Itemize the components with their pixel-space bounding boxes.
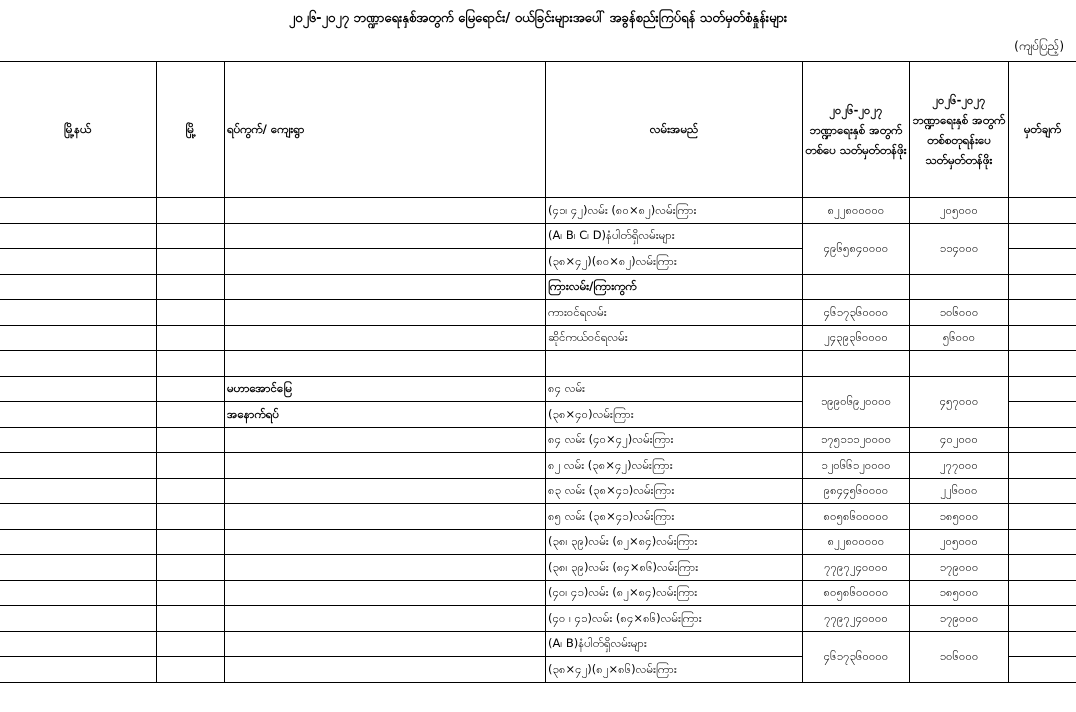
table-row [0, 198, 1076, 224]
ward-cell: အနောက်ရပ် [225, 402, 546, 428]
town-cell [157, 223, 225, 249]
table-row [0, 606, 1076, 632]
town-cell [157, 325, 225, 351]
town-cell [157, 555, 225, 581]
town-cell [157, 478, 225, 504]
rate-foot-cell: ၉၈၄၄၅၆၀၀၀၀ [803, 478, 910, 504]
rate-sqft-cell: ၁၀၆၀၀၀ [910, 300, 1009, 326]
rate-table [0, 61, 1076, 683]
remarks-cell [1009, 351, 1076, 377]
township-cell [0, 300, 157, 326]
street-cell: ၈၄ လမ်း (၄၀×၄၂)လမ်းကြား [546, 427, 803, 453]
town-cell [157, 300, 225, 326]
ward-cell [225, 223, 546, 249]
ward-cell [225, 555, 546, 581]
remarks-cell [1009, 300, 1076, 326]
street-cell: ဆိုင်ကယ်ဝင်ရလမ်း [546, 325, 803, 351]
street-cell: ၈၂ လမ်း (၃၈×၄၂)လမ်းကြား [546, 453, 803, 479]
rate-sqft-cell: ၂၀၅၀၀၀ [910, 529, 1009, 555]
township-cell [0, 580, 157, 606]
town-cell [157, 453, 225, 479]
rate-foot-cell: ၄၉၆၅၈၄၀၀၀၀ [803, 223, 910, 274]
rate-foot-cell: ၈၀၅၈၆၀၀၀၀၀ [803, 580, 910, 606]
ward-cell [225, 300, 546, 326]
rate-sqft-cell: ၁၁၄၀၀၀ [910, 223, 1009, 274]
rate-sqft-cell: ၂၇၇၀၀၀ [910, 453, 1009, 479]
street-cell: (၃၈၊ ၃၉)လမ်း (၈၂×၈၄)လမ်းကြား [546, 529, 803, 555]
township-cell [0, 351, 157, 377]
table-row [0, 427, 1076, 453]
township-cell [0, 657, 157, 683]
ward-cell [225, 274, 546, 300]
currency-unit-label: (ကျပ်ပြည့်) [1014, 39, 1064, 53]
ward-cell [225, 631, 546, 657]
rate-foot-cell [803, 351, 910, 377]
rate-sqft-cell: ၁၈၅၀၀၀ [910, 580, 1009, 606]
table-row [0, 478, 1076, 504]
street-cell: ၈၃ လမ်း (၃၈×၄၁)လမ်းကြား [546, 478, 803, 504]
table-row [0, 274, 1076, 300]
ward-cell [225, 580, 546, 606]
township-cell [0, 478, 157, 504]
table-header-row [0, 62, 1076, 198]
rate-sqft-cell [910, 351, 1009, 377]
header-rate-per-foot: ၂၀၂၆-၂၀၂၇ ဘဏ္ဍာရေးနှစ် အတွက် တစ်ပေ သတ်မှတ်တန်ဖိုး [803, 62, 910, 198]
town-cell [157, 529, 225, 555]
table-row [0, 529, 1076, 555]
street-cell [546, 351, 803, 377]
table-row [0, 223, 1076, 249]
table-row [0, 580, 1076, 606]
rate-foot-cell: ၁၇၅၁၁၁၂၀၀၀၀ [803, 427, 910, 453]
rate-foot-cell: ၁၉၉၀၆၉၂၀၀၀၀ [803, 376, 910, 427]
remarks-cell [1009, 478, 1076, 504]
table-row [0, 555, 1076, 581]
ward-cell [225, 325, 546, 351]
rate-sqft-cell: ၁၈၅၀၀၀ [910, 504, 1009, 530]
rate-sqft-cell: ၂၂၆၀၀၀ [910, 478, 1009, 504]
rate-sqft-cell: ၄၅၇၀၀၀ [910, 376, 1009, 427]
town-cell [157, 351, 225, 377]
rate-foot-cell: ၇၇၉၇၂၄၀၀၀၀ [803, 606, 910, 632]
town-cell [157, 198, 225, 224]
remarks-cell [1009, 453, 1076, 479]
town-cell [157, 274, 225, 300]
header-ward: ရပ်ကွက်/ ကျေးရွာ [225, 62, 546, 198]
town-cell [157, 376, 225, 402]
remarks-cell [1009, 427, 1076, 453]
rate-foot-cell: ၄၆၁၇၃၆၀၀၀၀ [803, 300, 910, 326]
remarks-cell [1009, 249, 1076, 275]
rate-foot-cell: ၈၂၂၈၀၀၀၀၀ [803, 198, 910, 224]
rate-sqft-cell: ၁၀၆၀၀၀ [910, 631, 1009, 682]
table-row [0, 325, 1076, 351]
township-cell [0, 402, 157, 428]
header-township: မြို့နယ် [0, 62, 157, 198]
street-cell: (၃၈×၄၂)(၈၂×၈၆)လမ်းကြား [546, 657, 803, 683]
ward-cell [225, 427, 546, 453]
remarks-cell [1009, 657, 1076, 683]
rate-foot-cell [803, 274, 910, 300]
table-row [0, 351, 1076, 377]
town-cell [157, 580, 225, 606]
township-cell [0, 555, 157, 581]
township-cell [0, 249, 157, 275]
table-row [0, 376, 1076, 402]
township-cell [0, 529, 157, 555]
township-cell [0, 198, 157, 224]
street-cell: (A၊ B၊ C၊ D)နံပါတ်ရှိလမ်းများ [546, 223, 803, 249]
street-cell: ကြားလမ်း/ကြားကွက် [546, 274, 803, 300]
rate-foot-cell: ၈၀၅၈၆၀၀၀၀၀ [803, 504, 910, 530]
remarks-cell [1009, 198, 1076, 224]
ward-cell [225, 504, 546, 530]
township-cell [0, 376, 157, 402]
street-cell: (၃၈×၄၂)(၈၀×၈၂)လမ်းကြား [546, 249, 803, 275]
township-cell [0, 223, 157, 249]
town-cell [157, 249, 225, 275]
table-row [0, 504, 1076, 530]
street-cell: ၈၅ လမ်း (၃၈×၄၁)လမ်းကြား [546, 504, 803, 530]
street-cell: (၄၁၊ ၄၂)လမ်း (၈၀×၈၂)လမ်းကြား [546, 198, 803, 224]
town-cell [157, 631, 225, 657]
town-cell [157, 606, 225, 632]
ward-cell [225, 529, 546, 555]
remarks-cell [1009, 274, 1076, 300]
street-cell: (၃၈×၄၀)လမ်းကြား [546, 402, 803, 428]
remarks-cell [1009, 580, 1076, 606]
rate-foot-cell: ၂၄၃၉၃၆၀၀၀၀ [803, 325, 910, 351]
town-cell [157, 402, 225, 428]
street-cell: (၃၈၊ ၃၉)လမ်း (၈၄×၈၆)လမ်းကြား [546, 555, 803, 581]
remarks-cell [1009, 606, 1076, 632]
township-cell [0, 325, 157, 351]
ward-cell [225, 478, 546, 504]
remarks-cell [1009, 223, 1076, 249]
remarks-cell [1009, 631, 1076, 657]
township-cell [0, 453, 157, 479]
township-cell [0, 606, 157, 632]
remarks-cell [1009, 402, 1076, 428]
ward-cell [225, 453, 546, 479]
remarks-cell [1009, 504, 1076, 530]
street-cell: (၄၀၊ ၄၁)လမ်း (၈၂×၈၄)လမ်းကြား [546, 580, 803, 606]
rate-sqft-cell: ၁၇၉၀၀၀ [910, 606, 1009, 632]
rate-sqft-cell [910, 274, 1009, 300]
ward-cell [225, 198, 546, 224]
town-cell [157, 427, 225, 453]
rate-foot-cell: ၄၆၁၇၃၆၀၀၀၀ [803, 631, 910, 682]
remarks-cell [1009, 325, 1076, 351]
header-street: လမ်းအမည် [546, 62, 803, 198]
rate-sqft-cell: ၁၇၉၀၀၀ [910, 555, 1009, 581]
table-row [0, 300, 1076, 326]
township-cell [0, 274, 157, 300]
ward-cell [225, 657, 546, 683]
remarks-cell [1009, 555, 1076, 581]
header-rate-per-sqft: ၂၀၂၆-၂၀၂၇ ဘဏ္ဍာရေးနှစ် အတွက် တစ်စတုရန်းပေ သတ်မှတ်တန်ဖိုး [910, 62, 1009, 198]
rate-sqft-cell: ၂၀၅၀၀၀ [910, 198, 1009, 224]
township-cell [0, 504, 157, 530]
document-title: ၂၀၂၆-၂၀၂၇ ဘဏ္ဍာရေးနှစ်အတွက် မြေရောင်း/ ဝယ်ခြင်းများအပေါ် အခွန်စည်းကြပ်ရန် သတ်မှတ်စံနှုန်းများ [288, 11, 788, 26]
rate-sqft-cell: ၄၀၂၀၀၀ [910, 427, 1009, 453]
township-cell [0, 427, 157, 453]
town-cell [157, 657, 225, 683]
ward-cell [225, 351, 546, 377]
remarks-cell [1009, 376, 1076, 402]
rate-foot-cell: ၁၂၀၆၆၁၂၀၀၀၀ [803, 453, 910, 479]
township-cell [0, 631, 157, 657]
ward-cell [225, 606, 546, 632]
header-remarks: မှတ်ချက် [1009, 62, 1076, 198]
town-cell [157, 504, 225, 530]
header-town: မြို့ [157, 62, 225, 198]
remarks-cell [1009, 529, 1076, 555]
street-cell: (A၊ B)နံပါတ်ရှိလမ်းများ [546, 631, 803, 657]
ward-cell [225, 249, 546, 275]
street-cell: (၄၀ ၊ ၄၁)လမ်း (၈၄×၈၆)လမ်းကြား [546, 606, 803, 632]
rate-sqft-cell: ၅၆၀၀၀ [910, 325, 1009, 351]
ward-cell: မဟာအောင်မြေ [225, 376, 546, 402]
table-row [0, 453, 1076, 479]
street-cell: ၈၄ လမ်း [546, 376, 803, 402]
street-cell: ကားဝင်ရလမ်း [546, 300, 803, 326]
rate-foot-cell: ၇၇၉၇၂၄၀၀၀၀ [803, 555, 910, 581]
rate-foot-cell: ၈၂၂၈၀၀၀၀၀ [803, 529, 910, 555]
table-row [0, 631, 1076, 657]
